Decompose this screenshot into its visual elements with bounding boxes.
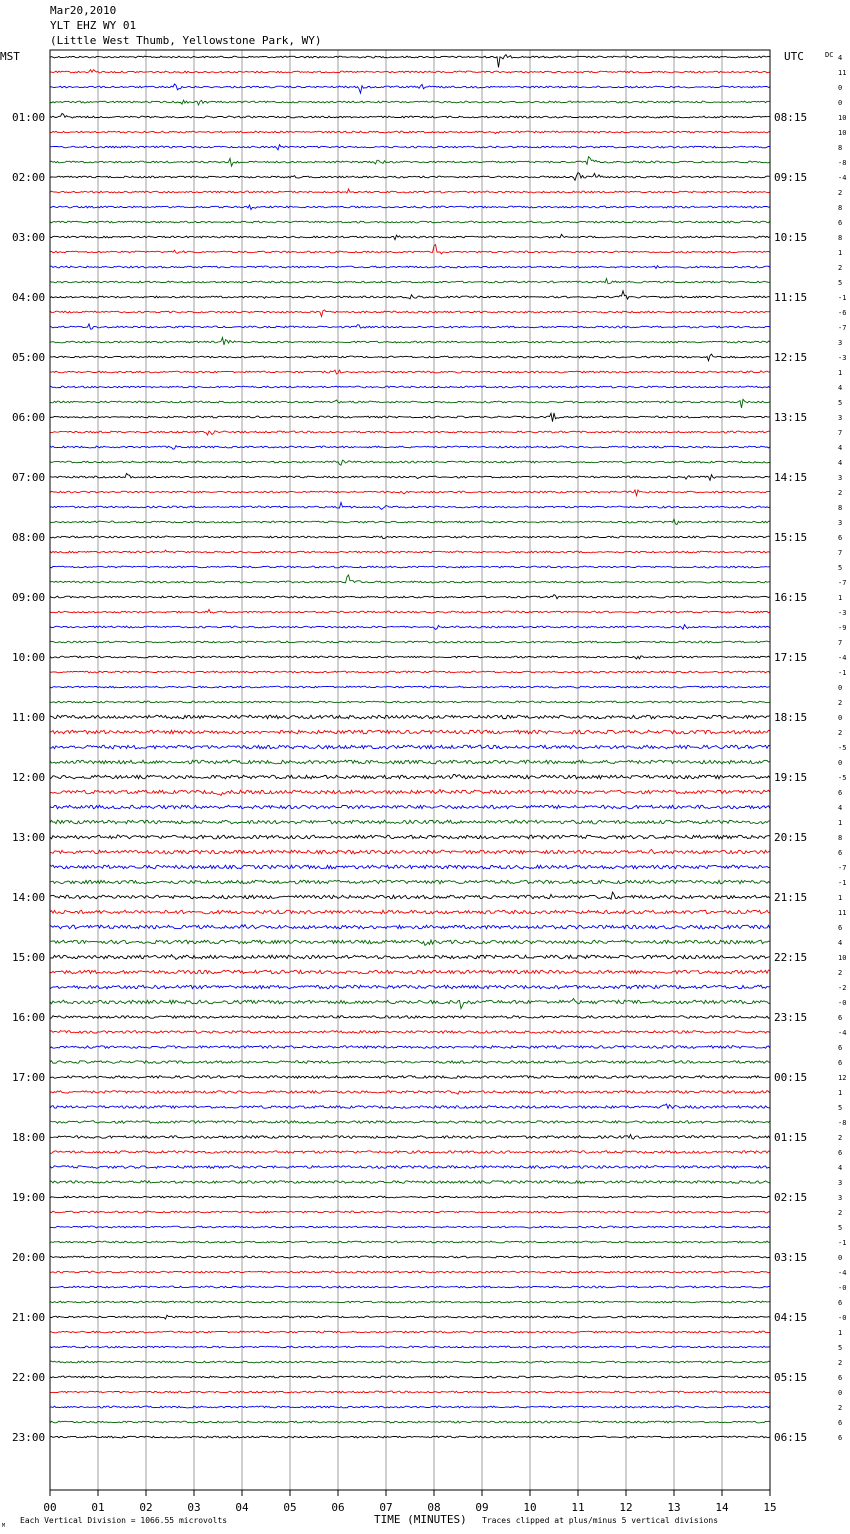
right-hour-label: 17:15	[774, 651, 808, 664]
right-hour-label: 10:15	[774, 231, 808, 244]
right-hour-label: 11:15	[774, 291, 808, 304]
dc-offset-value: 4	[838, 384, 843, 392]
dc-offset-value: 5	[838, 279, 843, 287]
dc-offset-value: 1	[838, 894, 843, 902]
seismic-trace-82	[50, 1286, 770, 1288]
seismic-trace-83	[50, 1301, 770, 1303]
dc-offset-value: -2	[838, 984, 847, 992]
seismic-trace-40	[50, 656, 770, 659]
left-hour-label: 13:00	[12, 831, 46, 844]
seismic-trace-5	[50, 131, 770, 134]
right-hour-label: 18:15	[774, 711, 808, 724]
dc-offset-value: 6	[838, 1044, 843, 1052]
dc-offset-value: 6	[838, 1434, 843, 1442]
x-tick-label: 13	[667, 1501, 681, 1514]
seismic-trace-23	[50, 399, 770, 408]
seismic-trace-55	[50, 880, 770, 884]
right-hour-label: 20:15	[774, 831, 808, 844]
dc-offset-value: 1	[838, 819, 843, 827]
seismic-trace-65	[50, 1031, 770, 1034]
right-hour-label: 05:15	[774, 1371, 808, 1384]
right-hour-label: 00:15	[774, 1071, 808, 1084]
dc-offset-value: 2	[838, 969, 843, 977]
x-tick-label: 11	[571, 1501, 585, 1514]
dc-offset-value: 2	[838, 729, 843, 737]
dc-offset-value: 7	[838, 549, 843, 557]
seismic-trace-33	[50, 550, 770, 553]
dc-offset-value: 6	[838, 924, 843, 932]
dc-offset-value: 3	[838, 1194, 843, 1202]
x-tick-label: 05	[283, 1501, 297, 1514]
seismic-trace-29	[50, 490, 770, 496]
seismic-trace-71	[50, 1121, 770, 1124]
dc-offset-value: 1	[838, 594, 843, 602]
dc-offset-value: -5	[838, 774, 847, 782]
seismic-trace-9	[50, 189, 770, 193]
dc-offset-value: 6	[838, 219, 843, 227]
seismic-trace-8	[50, 173, 770, 181]
dc-offset-value: 4	[838, 444, 843, 452]
dc-offset-value: 6	[838, 1374, 843, 1382]
seismic-trace-17	[50, 310, 770, 317]
x-tick-label: 00	[43, 1501, 57, 1514]
right-hour-label: 09:15	[774, 171, 808, 184]
seismic-trace-12	[50, 234, 770, 239]
seismic-trace-3	[50, 100, 770, 105]
seismic-trace-46	[50, 745, 770, 749]
dc-offset-value: 4	[838, 459, 843, 467]
left-hour-label: 08:00	[12, 531, 46, 544]
dc-offset-value: 8	[838, 144, 843, 152]
dc-offset-value: -7	[838, 864, 847, 872]
seismic-trace-31	[50, 519, 770, 524]
left-hour-label: 22:00	[12, 1371, 46, 1384]
dc-offset-value: 2	[838, 1209, 843, 1217]
seismic-trace-89	[50, 1391, 770, 1393]
left-hour-label: 10:00	[12, 651, 46, 664]
dc-offset-value: 0	[838, 84, 843, 92]
left-hour-label: 14:00	[12, 891, 46, 904]
dc-offset-value: 0	[838, 99, 843, 107]
seismic-trace-50	[50, 805, 770, 809]
seismic-trace-91	[50, 1421, 770, 1423]
dc-offset-value: 6	[838, 534, 843, 542]
dc-offset-column	[838, 54, 846, 1442]
right-hour-label: 22:15	[774, 951, 808, 964]
dc-offset-value: 7	[838, 639, 843, 647]
seismic-trace-48	[50, 775, 770, 779]
left-hour-label: 21:00	[12, 1311, 46, 1324]
left-hour-label: 11:00	[12, 711, 46, 724]
seismic-trace-30	[50, 502, 770, 509]
left-hour-label: 06:00	[12, 411, 46, 424]
seismic-trace-28	[50, 473, 770, 480]
x-tick-label: 08	[427, 1501, 441, 1514]
x-axis	[43, 1490, 776, 1514]
seismic-trace-85	[50, 1331, 770, 1333]
seismic-trace-59	[50, 940, 770, 945]
dc-offset-value: 0	[838, 759, 843, 767]
seismic-trace-86	[50, 1346, 770, 1348]
left-timezone-label: MST	[0, 50, 20, 63]
dc-offset-value: 2	[838, 189, 843, 197]
x-tick-label: 09	[475, 1501, 489, 1514]
dc-offset-value: -4	[838, 654, 847, 662]
seismic-trace-87	[50, 1361, 770, 1363]
right-hour-label: 04:15	[774, 1311, 808, 1324]
right-hour-label: 02:15	[774, 1191, 808, 1204]
seismic-trace-76	[50, 1196, 770, 1198]
seismic-trace-38	[50, 625, 770, 630]
right-hour-label: 14:15	[774, 471, 808, 484]
dc-offset-value: 2	[838, 1134, 843, 1142]
dc-offset-value: -4	[838, 1269, 847, 1277]
dc-offset-value: 5	[838, 564, 843, 572]
dc-offset-value: -9	[838, 624, 847, 632]
left-time-axis	[12, 111, 45, 1444]
seismic-trace-2	[50, 84, 770, 93]
dc-offset-value: 1	[838, 1329, 843, 1337]
seismic-trace-7	[50, 157, 770, 167]
right-hour-label: 21:15	[774, 891, 808, 904]
dc-offset-value: -1	[838, 879, 847, 887]
seismic-trace-70	[50, 1104, 770, 1108]
x-tick-label: 15	[763, 1501, 777, 1514]
seismic-trace-34	[50, 566, 770, 568]
seismic-trace-92	[50, 1436, 770, 1438]
right-hour-label: 15:15	[774, 531, 808, 544]
seismic-trace-37	[50, 609, 770, 613]
dc-offset-value: 1	[838, 1089, 843, 1097]
seismic-trace-58	[50, 925, 770, 929]
seismic-trace-44	[50, 715, 770, 719]
right-hour-label: 13:15	[774, 411, 808, 424]
dc-offset-value: 1	[838, 249, 843, 257]
seismic-trace-80	[50, 1256, 770, 1258]
seismic-trace-69	[50, 1090, 770, 1094]
seismic-trace-24	[50, 413, 770, 422]
seismic-trace-63	[50, 998, 770, 1008]
dc-offset-value: 3	[838, 1179, 843, 1187]
dc-offset-value: 10	[838, 114, 847, 122]
seismic-trace-42	[50, 686, 770, 688]
seismic-trace-47	[50, 760, 770, 764]
plot-date: Mar20,2010	[50, 4, 117, 17]
right-hour-label: 23:15	[774, 1011, 808, 1024]
seismic-trace-53	[50, 849, 770, 853]
dc-offset-value: 5	[838, 399, 843, 407]
left-hour-label: 01:00	[12, 111, 46, 124]
left-hour-label: 16:00	[12, 1011, 46, 1024]
dc-offset-value: 2	[838, 264, 843, 272]
left-hour-label: 03:00	[12, 231, 46, 244]
right-hour-label: 12:15	[774, 351, 808, 364]
seismic-trace-61	[50, 970, 770, 974]
seismic-trace-68	[50, 1076, 770, 1079]
seismic-trace-62	[50, 985, 770, 989]
seismic-trace-77	[50, 1211, 770, 1213]
dc-offset-value: 1	[838, 369, 843, 377]
seismic-trace-43	[50, 701, 770, 703]
dc-offset-value: -1	[838, 1239, 847, 1247]
seismic-trace-15	[50, 279, 770, 284]
seismic-trace-72	[50, 1135, 770, 1140]
dc-offset-value: -1	[838, 294, 847, 302]
dc-offset-value: 10	[838, 129, 847, 137]
seismic-trace-52	[50, 835, 770, 839]
seismic-trace-60	[50, 955, 770, 960]
dc-offset-value: 12	[838, 1074, 847, 1082]
seismic-trace-11	[50, 221, 770, 223]
seismic-trace-90	[50, 1406, 770, 1408]
dc-offset-value: 11	[838, 909, 847, 917]
station-id: YLT EHZ WY 01	[50, 19, 137, 32]
left-hour-label: 23:00	[12, 1431, 46, 1444]
left-hour-label: 09:00	[12, 591, 46, 604]
dc-offset-value: 5	[838, 1344, 843, 1352]
seismic-trace-0	[50, 55, 770, 68]
dc-offset-value: 6	[838, 789, 843, 797]
dc-offset-value: 6	[838, 1014, 843, 1022]
dc-offset-value: 6	[838, 1059, 843, 1067]
seismic-trace-73	[50, 1151, 770, 1154]
seismic-trace-51	[50, 820, 770, 824]
left-hour-label: 20:00	[12, 1251, 46, 1264]
x-axis-label: TIME (MINUTES)	[374, 1513, 467, 1526]
x-tick-label: 03	[187, 1501, 201, 1514]
dc-offset-value: 3	[838, 519, 843, 527]
dc-offset-value: -8	[838, 159, 847, 167]
dc-offset-value: 2	[838, 1404, 843, 1412]
dc-offset-value: -5	[838, 744, 847, 752]
dc-offset-value: 2	[838, 489, 843, 497]
right-time-axis	[774, 111, 807, 1444]
seismic-trace-6	[50, 145, 770, 150]
dc-offset-value: 5	[838, 1224, 843, 1232]
seismic-trace-19	[50, 338, 770, 345]
seismic-trace-81	[50, 1271, 770, 1273]
left-hour-label: 02:00	[12, 171, 46, 184]
seismic-trace-78	[50, 1226, 770, 1228]
seismic-trace-22	[50, 386, 770, 388]
dc-offset-value: -4	[838, 174, 847, 182]
dc-offset-value: 0	[838, 1254, 843, 1262]
seismic-trace-57	[50, 910, 770, 914]
dc-offset-value: 2	[838, 1359, 843, 1367]
seismic-trace-41	[50, 671, 770, 673]
seismic-trace-35	[50, 575, 770, 583]
left-hour-label: 18:00	[12, 1131, 46, 1144]
seismic-trace-39	[50, 641, 770, 643]
dc-offset-value: -7	[838, 324, 847, 332]
dc-offset-value: -0	[838, 1284, 847, 1292]
dc-offset-value: -0	[838, 999, 847, 1007]
left-hour-label: 07:00	[12, 471, 46, 484]
x-tick-label: 02	[139, 1501, 153, 1514]
dc-offset-value: 6	[838, 849, 843, 857]
x-tick-label: 12	[619, 1501, 633, 1514]
dc-offset-value: 4	[838, 804, 843, 812]
left-hour-label: 19:00	[12, 1191, 46, 1204]
seismic-trace-18	[50, 324, 770, 329]
dc-offset-value: 7	[838, 429, 843, 437]
seismic-trace-56	[50, 892, 770, 899]
dc-offset-value: 4	[838, 1164, 843, 1172]
seismic-trace-84	[50, 1315, 770, 1319]
dc-offset-value: 3	[838, 414, 843, 422]
left-hour-label: 12:00	[12, 771, 46, 784]
right-timezone-label: UTC	[784, 50, 804, 63]
dc-offset-value: 4	[838, 939, 843, 947]
seismic-trace-10	[50, 205, 770, 210]
station-location: (Little West Thumb, Yellowstone Park, WY)	[50, 34, 322, 47]
dc-offset-value: 0	[838, 684, 843, 692]
dc-offset-value: -7	[838, 579, 847, 587]
trace-group	[50, 55, 770, 1438]
dc-offset-value: 4	[838, 54, 843, 62]
dc-offset-value: -1	[838, 669, 847, 677]
right-hour-label: 03:15	[774, 1251, 808, 1264]
left-hour-label: 05:00	[12, 351, 46, 364]
seismic-trace-4	[50, 114, 770, 119]
left-hour-label: 04:00	[12, 291, 46, 304]
seismic-trace-21	[50, 370, 770, 374]
dc-offset-value: 2	[838, 699, 843, 707]
dc-offset-value: -0	[838, 1314, 847, 1322]
seismic-trace-20	[50, 354, 770, 361]
seismic-trace-32	[50, 536, 770, 539]
seismic-trace-75	[50, 1181, 770, 1184]
seismic-trace-54	[50, 865, 770, 869]
right-hour-label: 01:15	[774, 1131, 808, 1144]
dc-offset-value: 6	[838, 1419, 843, 1427]
seismic-trace-14	[50, 266, 770, 269]
seismic-trace-88	[50, 1376, 770, 1378]
dc-offset-value: 8	[838, 834, 843, 842]
dc-offset-value: 3	[838, 339, 843, 347]
seismic-trace-16	[50, 291, 770, 299]
clip-note: Traces clipped at plus/minus 5 vertical divisions	[482, 1516, 719, 1525]
dc-offset-value: 5	[838, 1104, 843, 1112]
dc-offset-value: -8	[838, 1119, 847, 1127]
dc-offset-value: -4	[838, 1029, 847, 1037]
seismic-trace-49	[50, 789, 770, 795]
dc-offset-value: -6	[838, 309, 847, 317]
seismic-trace-25	[50, 431, 770, 435]
right-hour-label: 08:15	[774, 111, 808, 124]
dc-offset-value: 6	[838, 1149, 843, 1157]
seismic-trace-67	[50, 1061, 770, 1064]
scale-note: Each Vertical Division = 1066.55 microvolts	[20, 1516, 228, 1525]
x-tick-label: 14	[715, 1501, 729, 1514]
dc-offset-value: 10	[838, 954, 847, 962]
dc-offset-value: 0	[838, 1389, 843, 1397]
x-tick-label: 07	[379, 1501, 393, 1514]
left-hour-label: 17:00	[12, 1071, 46, 1084]
dc-offset-value: -3	[838, 609, 847, 617]
dc-offset-value: 3	[838, 474, 843, 482]
right-hour-label: 16:15	[774, 591, 808, 604]
seismic-trace-26	[50, 446, 770, 450]
seismic-trace-64	[50, 1016, 770, 1019]
right-hour-label: 06:15	[774, 1431, 808, 1444]
seismic-trace-74	[50, 1166, 770, 1169]
seismic-trace-66	[50, 1046, 770, 1049]
dc-offset-value: 8	[838, 504, 843, 512]
x-tick-label: 10	[523, 1501, 537, 1514]
dc-offset-value: 8	[838, 234, 843, 242]
dc-offset-value: 8	[838, 204, 843, 212]
left-hour-label: 15:00	[12, 951, 46, 964]
dc-offset-value: 11	[838, 69, 847, 77]
right-hour-label: 19:15	[774, 771, 808, 784]
dc-offset-value: -3	[838, 354, 847, 362]
x-tick-label: 01	[91, 1501, 105, 1514]
corner-mark: M	[2, 1523, 6, 1529]
seismic-trace-27	[50, 460, 770, 465]
seismic-trace-45	[50, 730, 770, 734]
x-tick-label: 06	[331, 1501, 345, 1514]
x-tick-label: 04	[235, 1501, 249, 1514]
seismic-trace-1	[50, 70, 770, 73]
dc-header: DC	[825, 51, 834, 59]
seismic-trace-36	[50, 595, 770, 599]
dc-offset-value: 0	[838, 714, 843, 722]
dc-offset-value: 6	[838, 1299, 843, 1307]
seismic-trace-79	[50, 1241, 770, 1243]
seismic-trace-13	[50, 245, 770, 254]
